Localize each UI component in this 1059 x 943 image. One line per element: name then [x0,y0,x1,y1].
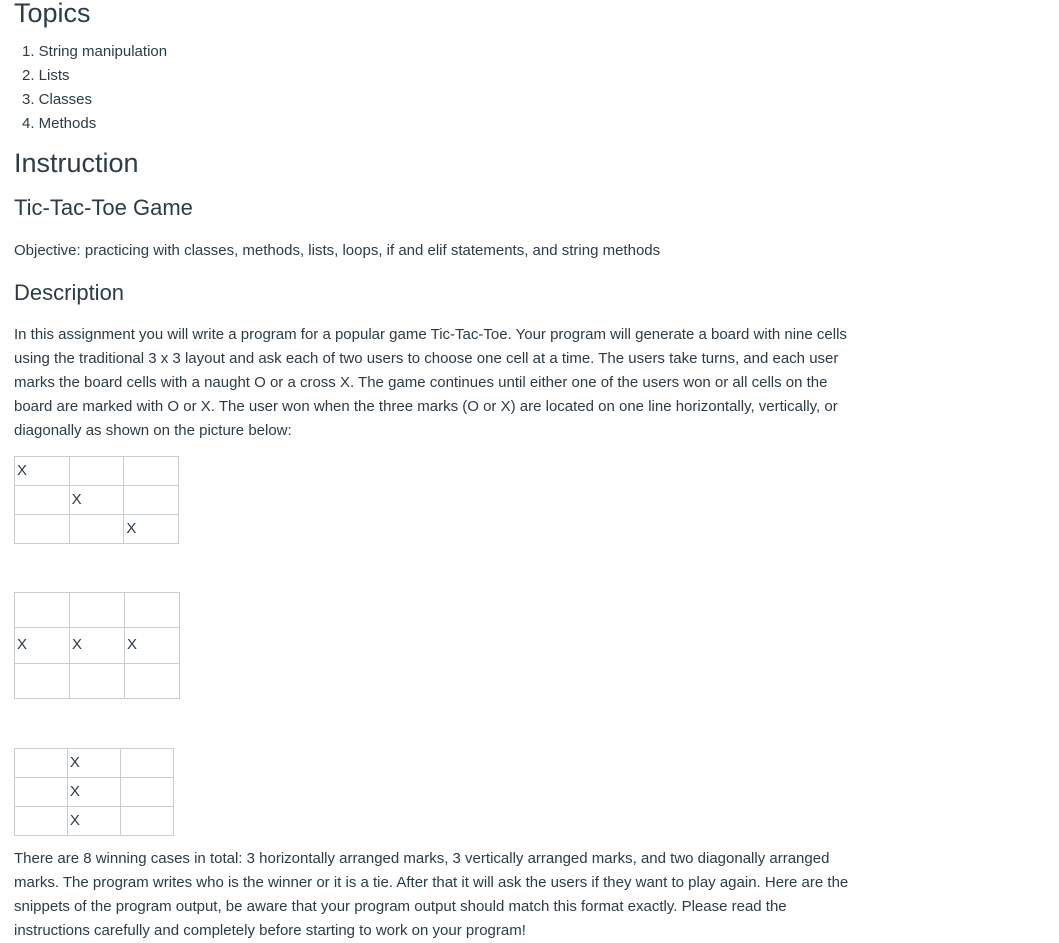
board-cell: X [69,486,124,515]
board-cell [69,457,124,486]
topic-item: 3. Classes [22,91,93,108]
topic-item: 4. Methods [22,115,97,132]
board-row [15,457,179,486]
board-cell [15,778,68,807]
board-cell: X [15,628,70,663]
board-cell [15,593,70,628]
topic-item: 2. Lists [22,67,70,84]
board-cell: X [125,628,180,663]
board-row [15,628,180,663]
board-cell [125,663,180,698]
board-row [15,778,174,807]
description-heading: Description [14,280,125,305]
board-row [15,486,179,515]
horizontal-win-board [14,592,180,699]
diagonal-win-board [14,456,179,544]
board-cell [70,663,125,698]
game-title: Tic-Tac-Toe Game [14,195,193,220]
board-row [15,749,174,778]
board-cell [69,515,124,544]
board-cell [15,663,70,698]
topic-item: 1. String manipulation [22,43,168,60]
board-cell: X [15,457,70,486]
board-cell [124,486,179,515]
board-cell [15,749,68,778]
board-row [15,593,180,628]
board-cell [15,486,70,515]
board-cell [15,515,70,544]
board-cell [121,778,174,807]
objective-text: Objective: practicing with classes, methods, lists, loops, if and elif statements, and string methods [14,242,661,259]
instruction-heading: Instruction [14,148,139,178]
board-cell: X [124,515,179,544]
board-cell [121,749,174,778]
board-row [15,663,180,698]
board-cell: X [70,628,125,663]
description-paragraph: In this assignment you will write a program for a popular game Tic-Tac-Toe. Your program will generate a board with nine cells using the traditional 3 x 3 layout and ask each of two users to choose one cell at a time. The users take turns, and each user marks the board cells with a naught O or a cross X. The game continues until either one of the users won or all cells on the board are marked with O or X. The user won when the three marks (O or X) are located on one line horizontally, vertically, or diagonally as shown on the picture below: [14,326,847,439]
board-cell [121,807,174,836]
board-row [15,515,179,544]
board-cell [124,457,179,486]
board-cell [15,807,68,836]
board-cell: X [67,807,120,836]
board-row [15,807,174,836]
topics-list [22,40,167,136]
topics-heading: Topics [14,0,91,28]
board-cell: X [67,749,120,778]
board-cell [125,593,180,628]
winning-cases-paragraph: There are 8 winning cases in total: 3 horizontally arranged marks, 3 vertically arranged marks, and two diagonally arranged marks. The program writes who is the winner or it is a tie. After that it will ask the users if they want to play again. Here are the snippets of the program output, be aware that your program output should match this format exactly. Please read the instructions carefully and completely before starting to work on your program! [14,850,849,939]
board-cell: X [67,778,120,807]
vertical-win-board [14,748,174,836]
board-cell [70,593,125,628]
